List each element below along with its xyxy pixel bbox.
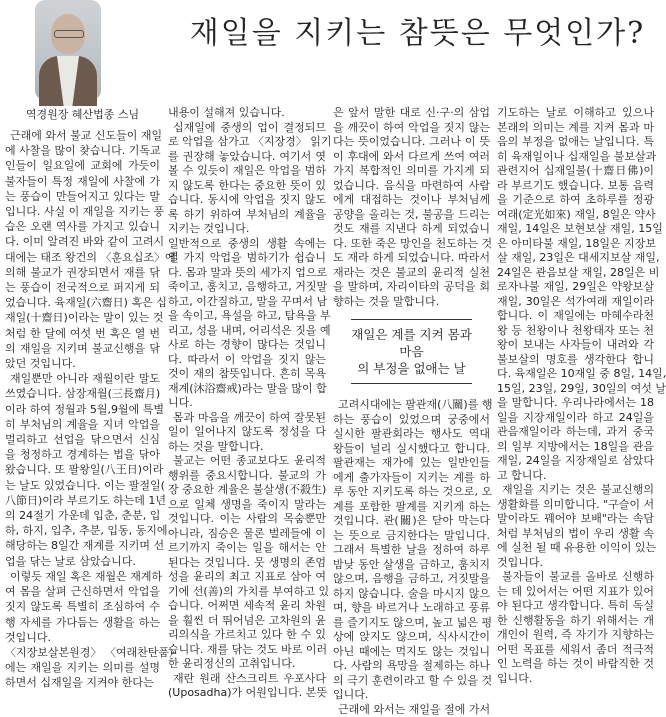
- article-column-1: [5, 128, 160, 691]
- text-line: 고려시대에는 팔관재(八關)를 행: [333, 398, 490, 413]
- text-line: 습은 오랜 역사를 가지고 있습니: [5, 219, 160, 234]
- text-line: 이라 하여 정월과 5월,9월에 특별: [5, 402, 160, 417]
- text-line: 불교는 어떤 종교보다도 윤리적: [168, 454, 326, 469]
- text-line: 에는 재일을 지키는 의미를 설명: [5, 660, 160, 675]
- paragraph: [333, 106, 490, 309]
- text-line: 재일, 30일은 석가여래 재일이라: [497, 295, 654, 310]
- text-line: 개인이 원력, 즉 자기가 지향하는: [497, 628, 654, 643]
- text-line: 히 육재일이나 십재일을 불보살과: [497, 150, 654, 165]
- text-line: 는 풍습이 만들어지고 있다는 말: [5, 189, 160, 204]
- article-column-2: [168, 106, 326, 701]
- text-line: 쓰였습니다. 삼장재월(三長齋月): [5, 386, 160, 401]
- text-line: 행위를 중요시합니다. 불교의 가: [168, 469, 326, 484]
- text-line: 이 후대에 와서 다르게 쓰여 여러: [333, 150, 490, 165]
- text-line: 며, 향을 바르거나 노래하고 풍류: [333, 601, 490, 616]
- text-line: 을 청정하고 경계하는 법을 닦아: [5, 447, 160, 462]
- author-photo: [35, 0, 101, 100]
- text-line: 멀리하고 선업을 닦으면서 신심: [5, 432, 160, 447]
- text-line: 었습니다. 음식을 마련하여 사람: [333, 179, 490, 194]
- paragraph: [497, 106, 654, 483]
- paragraph: [168, 237, 326, 411]
- text-line: 을 깨끗이 하여 악업을 짓지 않는: [333, 121, 490, 136]
- text-line: 것이 재의 참뜻입니다. 흔히 목욕: [168, 367, 326, 382]
- text-line: 몸과 마음을 깨끗이 하여 잘못된: [168, 411, 326, 426]
- text-line: 내용이 설해져 있습니다.: [168, 106, 326, 121]
- paragraph: [5, 645, 160, 691]
- text-line: 아닌 때에는 먹지도 않는 것입니: [333, 645, 490, 660]
- text-line: 루 동안 지키도록 하는 것으로, 오: [333, 485, 490, 500]
- text-line: 근래에 와서 불교 신도들이 재일: [5, 128, 160, 143]
- text-line: 계를 포함한 팔계를 지키게 하는: [333, 500, 490, 515]
- text-line: 재일뿐만 아니라 재월이란 말도: [5, 371, 160, 386]
- text-line: 고 합니다.: [497, 469, 654, 484]
- text-line: 가지 복합적인 의미를 가지게 되: [333, 164, 490, 179]
- text-line: 습니다. 동시에 악업을 짓지 않도: [168, 193, 326, 208]
- paragraph: [497, 570, 654, 686]
- text-line: 일반적으로 중생의 생활 속에는: [168, 237, 326, 252]
- text-line: 재일, 14일은 보현보살 재일, 15일: [497, 222, 654, 237]
- text-line: 않으며, 음행을 금하고, 거짓말을: [333, 572, 490, 587]
- text-line: 입니다. 사실 이 재일을 지키는 풍: [5, 204, 160, 219]
- text-line: 를 즐기지도 않으며, 높고 넓은 평: [333, 616, 490, 631]
- text-line: 업을 닦는 날로 삼았습니다.: [5, 554, 160, 569]
- text-line: 24일은 관음보살 재일, 28일은 비: [497, 266, 654, 281]
- text-line: 하, 하지, 입추, 추분, 입동, 동지에: [5, 523, 160, 538]
- photo-glasses: [54, 30, 84, 38]
- text-line: 입니다.: [333, 688, 490, 703]
- text-line: 니다.: [168, 396, 326, 411]
- text-line: 하지 않습니다. 술을 마시지 않으: [333, 587, 490, 602]
- text-line: 을 기준으로 하여 초하루를 정광: [497, 193, 654, 208]
- text-line: 장 중요한 계율은 불살생(不殺生): [168, 483, 326, 498]
- text-line: 어떤 목표를 세워서 좀더 적극적: [497, 643, 654, 658]
- paragraph: [5, 569, 160, 645]
- text-line: (Uposadha)가 어원입니다. 본뜻: [168, 686, 326, 701]
- text-line: 그래서 특별한 날을 정하여 하루: [333, 543, 490, 558]
- text-line: 짓지 않도록 특별히 조심하여 수: [5, 599, 160, 614]
- text-line: 처럼 부처님의 법이 우리 생활 속: [497, 527, 654, 542]
- text-line: 한 윤리정신의 고취입니다.: [168, 657, 326, 672]
- article-column-4: [497, 106, 654, 686]
- text-line: 의 일부 지방에서는 18일을 관음: [497, 440, 654, 455]
- text-line: 15일, 23일, 29일, 30일의 여섯 날: [497, 382, 654, 397]
- text-line: 는 날도 있었습니다. 이는 팔절일(: [5, 478, 160, 493]
- text-line: 도 재라 하게 되었습니다. 따라서: [333, 251, 490, 266]
- text-line: 재일을 지키는 것은 불교신행의: [497, 483, 654, 498]
- text-line: 일을 지장재일이라 하고 24일을: [497, 411, 654, 426]
- text-line: 〈지장보살본원경〉 〈여래찬탄품〉: [5, 645, 160, 660]
- text-line: 하고, 이간질하고, 말을 꾸며서 남: [168, 295, 326, 310]
- text-line: 지 않도록 한다는 중요한 뜻이 있: [168, 179, 326, 194]
- paragraph: [5, 128, 160, 371]
- text-line: 다는 뜻이었습니다. 그러나 이 뜻: [333, 135, 490, 150]
- text-line: 습니다. 어쩌면 세속적 윤리 차원: [168, 599, 326, 614]
- text-line: 의 재일을 지키며 불교신행을 닦: [5, 341, 160, 356]
- text-line: 밤낮 동안 살생을 금하고, 훔치지: [333, 558, 490, 573]
- section-subheading: [351, 319, 472, 384]
- text-line: 의 극기 훈련이라고 할 수 있을 것: [333, 674, 490, 689]
- text-line: 다. 사람의 욕망을 절제하는 하나: [333, 659, 490, 674]
- subheading-line: 재일은 계를 지켜 몸과 마음: [351, 326, 472, 360]
- text-line: 인 노력을 하는 것이 바람직한 것: [497, 657, 654, 672]
- text-line: 것입니다.: [497, 556, 654, 571]
- text-line: 십재일에 중생의 업이 결정되므: [168, 121, 326, 136]
- text-line: 불자들이 특정 재일에 사찰에 가: [5, 174, 160, 189]
- text-line: 실시한 팔관회라는 행사도 역대: [333, 427, 490, 442]
- text-line: 로 악업을 삼가고 〈지장경〉 읽기: [168, 135, 326, 150]
- text-line: 볼 수 있듯이 재일은 악업을 범하: [168, 164, 326, 179]
- text-line: 의 24절기 가운데 입춘, 춘분, 입: [5, 508, 160, 523]
- text-line: 는 뜻으로 금지한다는 말입니다.: [333, 529, 490, 544]
- text-line: 라 부르기도 했습니다. 보통 음력: [497, 179, 654, 194]
- text-line: 다. 또한 죽은 망인을 천도하는 것: [333, 237, 490, 252]
- text-line: 왔습니다. 또 팔왕일(八王日)이라: [5, 462, 160, 477]
- text-line: 재일, 24일을 지장재일로 삼았다: [497, 454, 654, 469]
- paragraph: [5, 371, 160, 569]
- text-line: 근래에 와서는 재일을 절에 가서: [333, 703, 490, 717]
- text-line: 르기까지 죽이는 일을 해서는 안: [168, 541, 326, 556]
- article-column-3: [333, 106, 490, 717]
- text-line: 것입니다. 이는 사람의 목숨뿐만: [168, 512, 326, 527]
- text-line: 습니다. 재를 닦는 것도 바로 이러: [168, 643, 326, 658]
- text-line: 로자나불 재일, 29일은 약왕보살: [497, 280, 654, 295]
- text-line: 았던 것입니다.: [5, 356, 160, 371]
- text-line: 인들이 일요일에 교회에 가듯이: [5, 158, 160, 173]
- text-line: 을 말하며, 자리이타의 공덕을 회: [333, 280, 490, 295]
- text-line: 의해 불교가 권장되면서 재를 닦: [5, 265, 160, 280]
- text-line: 공양을 올리는 것, 불공을 드리는: [333, 208, 490, 223]
- text-line: 재일(十齋日)이라는 말이 있는 것: [5, 310, 160, 325]
- text-line: 기에 선(善)의 가치를 부여하고 있: [168, 585, 326, 600]
- paragraph: [168, 672, 326, 701]
- text-line: 여 몸을 살펴 근신하면서 악업을: [5, 584, 160, 599]
- text-line: 에 사찰을 많이 찾습니다. 기독교: [5, 143, 160, 158]
- text-line: 본래의 의미는 계를 지켜 몸과 마: [497, 121, 654, 136]
- text-line: 대에는 태조 왕건의 〈훈요십조〉에: [5, 250, 160, 265]
- text-line: 하면서 십재일을 지켜야 한다는: [5, 675, 160, 690]
- text-line: 다. 몸과 말과 뜻의 세가지 업으로: [168, 266, 326, 281]
- text-line: 처럼 한 달에 여섯 번 혹은 열 번: [5, 326, 160, 341]
- text-line: 을 말합니다. 우리나라에서는 18: [497, 396, 654, 411]
- text-line: 록 하기 위하여 부처님의 계율을: [168, 208, 326, 223]
- text-line: 관음재일이라 하는데, 과거 중국: [497, 425, 654, 440]
- text-line: 야 된다고 생각합니다. 특히 독실: [497, 599, 654, 614]
- text-line: 왕이 보내는 사자들이 내려와 각: [497, 338, 654, 353]
- text-line: 은 아미타불 재일, 18일은 지장보: [497, 237, 654, 252]
- text-line: 불자들이 불교를 올바로 신행하: [497, 570, 654, 585]
- text-line: 성을 윤리의 최고 지표로 삼아 여: [168, 570, 326, 585]
- text-line: 것입니다. 관(關)은 닫아 막는다: [333, 514, 490, 529]
- article-title: 재일을 지키는 참뜻은 무엇인가?: [180, 8, 655, 52]
- text-line: 상에 앉지도 않으며, 식사시간이: [333, 630, 490, 645]
- text-line: 불보살의 명호를 생각한다 합니: [497, 353, 654, 368]
- text-line: 재라는 것은 불교의 윤리적 실천: [333, 266, 490, 281]
- text-line: 다. 따라서 이 악업을 짓지 않는: [168, 353, 326, 368]
- paragraph: [168, 454, 326, 672]
- text-line: 이렇듯 재일 혹은 재월은 재계하: [5, 569, 160, 584]
- paragraph: [168, 121, 326, 237]
- text-line: 었습니다. 육재일(六齋日) 혹은 십: [5, 295, 160, 310]
- text-line: 죽이고, 훔치고, 음행하고, 거짓말: [168, 280, 326, 295]
- paragraph: [168, 411, 326, 455]
- text-line: 기도하는 날로 이해하고 있으나: [497, 106, 654, 121]
- text-line: 팔관재는 재가에 있는 일반인들: [333, 456, 490, 471]
- text-line: 행 자세를 가다듬는 생활을 하는: [5, 615, 160, 630]
- text-line: 음의 부정을 없애는 날입니다. 특: [497, 135, 654, 150]
- text-line: 한 신행활동을 하기 위해서는 개: [497, 614, 654, 629]
- text-line: 에 실천 될 때 유용한 이익이 있는: [497, 541, 654, 556]
- text-line: 것입니다.: [5, 630, 160, 645]
- text-line: 재계(沐浴齋戒)라는 말을 많이 합: [168, 382, 326, 397]
- text-line: 으로 일체 생명을 죽이지 말라는: [168, 498, 326, 513]
- text-line: 에게 출가자들이 지키는 계를 하: [333, 471, 490, 486]
- paragraph: [497, 483, 654, 570]
- text-line: 하는 것을 말합니다.: [168, 440, 326, 455]
- text-line: 말이라도 꿰어야 보배"라는 속담: [497, 512, 654, 527]
- text-line: 을 훨씬 더 뛰어넘은 고차원의 윤: [168, 614, 326, 629]
- text-line: 히 부처님의 계율을 지녀 악업을: [5, 417, 160, 432]
- text-line: 리의식을 가르치고 있다 한 수 있: [168, 628, 326, 643]
- text-line: 열 가지 악업을 범하기가 쉽습니: [168, 251, 326, 266]
- text-line: 다. 이미 알려진 바와 같이 고려시: [5, 234, 160, 249]
- text-line: 는 데 있어서는 어떤 지표가 있어: [497, 585, 654, 600]
- subheading-line: 의 부정을 없애는 날: [351, 360, 472, 377]
- text-line: 생활화를 의미합니다. "구슬이 서: [497, 498, 654, 513]
- text-line: 입니다.: [497, 672, 654, 687]
- text-line: 재란 원래 산스크리트 우포사다: [168, 672, 326, 687]
- paragraph: [333, 398, 490, 703]
- text-line: 여래(定光如來) 재일, 8일은 약사: [497, 208, 654, 223]
- text-line: 는 풍습이 전국적으로 퍼지게 되: [5, 280, 160, 295]
- text-line: 합니다. 이 재일에는 마혜수라천: [497, 309, 654, 324]
- text-line: 일이 일어나지 않도록 정성을 다: [168, 425, 326, 440]
- text-line: 된다는 것입니다. 뭇 생명의 존엄: [168, 556, 326, 571]
- text-line: 八節日)이라 부르기도 하는데 1년: [5, 493, 160, 508]
- text-line: 아니라, 짐승은 물론 벌레들에 이: [168, 527, 326, 542]
- text-line: 왕들이 널리 실시했다고 합니다.: [333, 442, 490, 457]
- text-line: 해당하는 8일간 재계를 지키며 선: [5, 538, 160, 553]
- text-line: 하는 풍습이 있었으며 궁중에서: [333, 413, 490, 428]
- text-line: 을 속이고, 욕설을 하고, 탐욕을 부: [168, 309, 326, 324]
- text-line: 리고, 성을 내며, 어리석은 짓을 예: [168, 324, 326, 339]
- author-caption: 역경원장 혜산법종 스님: [0, 106, 165, 122]
- paragraph: [333, 703, 490, 717]
- text-line: 관련지어 십재일불(十齋日佛)이: [497, 164, 654, 179]
- text-line: 은 앞서 말한 대로 신·구·의 삼업: [333, 106, 490, 121]
- text-line: 향하는 것을 말합니다.: [333, 295, 490, 310]
- text-line: 살 재일, 23일은 대세지보살 재일,: [497, 251, 654, 266]
- text-line: 것도 재를 지낸다 하게 되었습니: [333, 222, 490, 237]
- text-line: 를 권장해 놓았습니다. 여기서 엿: [168, 150, 326, 165]
- text-line: 왕 등 천왕이나 천왕태자 또는 천: [497, 324, 654, 339]
- text-line: 다. 육재일은 10재일 중 8일, 14일,: [497, 367, 654, 382]
- paragraph: [168, 106, 326, 121]
- text-line: 사로 하는 경향이 많다는 것입니: [168, 338, 326, 353]
- text-line: 지키는 것입니다.: [168, 222, 326, 237]
- text-line: 에게 대접하는 것이나 부처님께: [333, 193, 490, 208]
